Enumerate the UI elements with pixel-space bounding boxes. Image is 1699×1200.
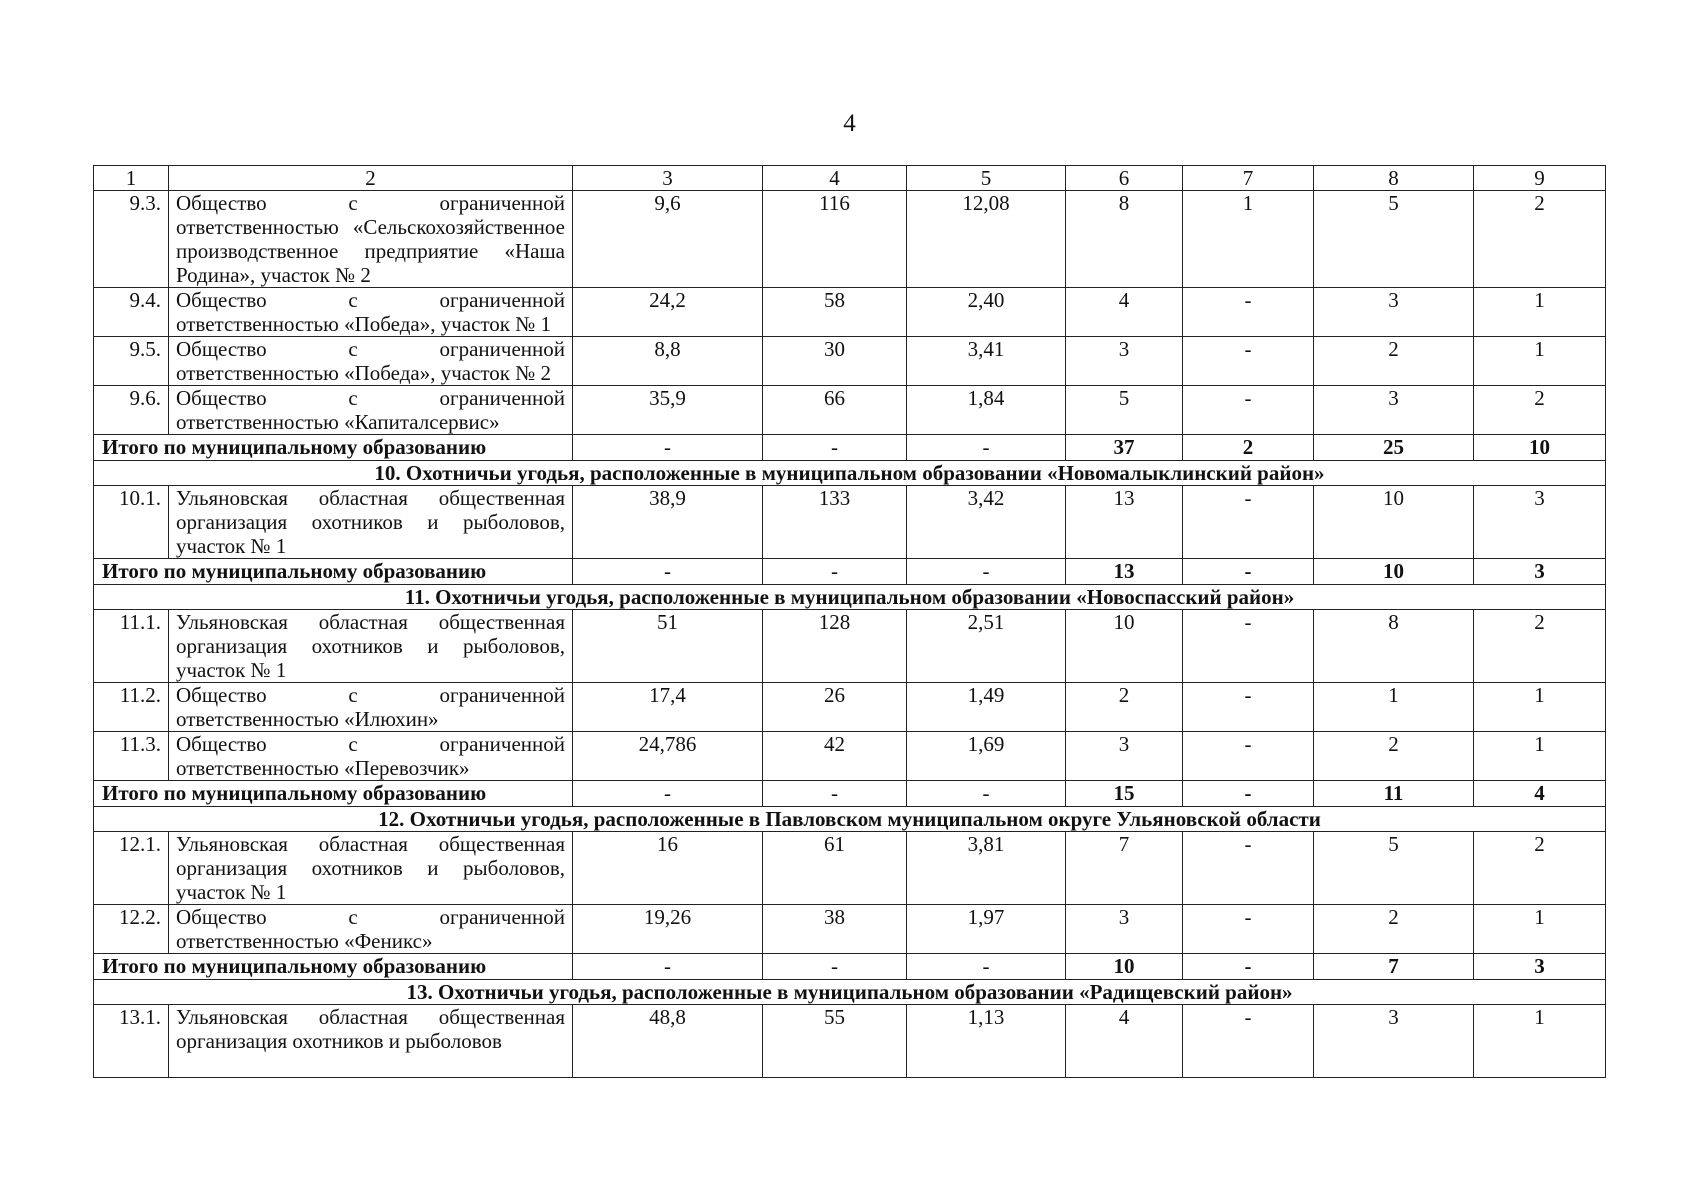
organization-name-cell: Общество с ограниченной ответственностью «Победа», участок № 1 — [169, 288, 573, 337]
column-number-cell: 6 — [1066, 166, 1183, 191]
value-cell-c5: 12,08 — [907, 191, 1066, 288]
column-number-cell: 1 — [94, 166, 169, 191]
value-cell-c8: 3 — [1314, 1005, 1474, 1078]
value-cell-c9: 1 — [1474, 683, 1606, 732]
value-cell-c6: 3 — [1066, 337, 1183, 386]
value-cell-c8: 5 — [1314, 191, 1474, 288]
value-cell-c5: 1,69 — [907, 732, 1066, 781]
value-cell-c8: 3 — [1314, 288, 1474, 337]
organization-name-cell: Общество с ограниченной ответственностью «Сельскохозяйственное производственное предприятие «Наша Родина», участок № 2 — [169, 191, 573, 288]
value-cell-c4: 58 — [763, 288, 907, 337]
organization-name-cell: Ульяновская областная общественная организация охотников и рыболовов, участок № 1 — [169, 486, 573, 559]
value-cell-c9: 2 — [1474, 386, 1606, 435]
organization-name-cell: Общество с ограниченной ответственностью «Победа», участок № 2 — [169, 337, 573, 386]
organization-name-cell: Общество с ограниченной ответственностью «Перевозчик» — [169, 732, 573, 781]
column-number-cell: 5 — [907, 166, 1066, 191]
value-cell-c6: 10 — [1066, 610, 1183, 683]
total-value-cell-c7: - — [1183, 559, 1314, 585]
value-cell-c9: 1 — [1474, 337, 1606, 386]
section-title-cell: 13. Охотничьи угодья, расположенные в муниципальном образовании «Радищевский район» — [94, 980, 1606, 1005]
value-cell-c6: 5 — [1066, 386, 1183, 435]
value-cell-c6: 8 — [1066, 191, 1183, 288]
value-cell-c9: 2 — [1474, 610, 1606, 683]
section-heading-row — [94, 980, 1606, 1005]
column-number-cell: 2 — [169, 166, 573, 191]
organization-name-cell: Общество с ограниченной ответственностью «Капиталсервис» — [169, 386, 573, 435]
total-value-cell-c6: 13 — [1066, 559, 1183, 585]
table-row — [94, 832, 1606, 905]
value-cell-c7: - — [1183, 610, 1314, 683]
value-cell-c5: 1,49 — [907, 683, 1066, 732]
section-title-cell: 11. Охотничьи угодья, расположенные в муниципальном образовании «Новоспасский район» — [94, 585, 1606, 610]
value-cell-c6: 4 — [1066, 1005, 1183, 1078]
row-number-cell: 9.4. — [94, 288, 169, 337]
value-cell-c7: - — [1183, 832, 1314, 905]
section-heading-row — [94, 807, 1606, 832]
total-label-cell: Итого по муниципальному образованию — [94, 559, 573, 585]
total-label-cell: Итого по муниципальному образованию — [94, 781, 573, 807]
value-cell-c7: 1 — [1183, 191, 1314, 288]
row-number-cell: 9.3. — [94, 191, 169, 288]
page-number: 4 — [843, 110, 856, 137]
value-cell-c8: 1 — [1314, 683, 1474, 732]
total-value-cell-c9: 3 — [1474, 954, 1606, 980]
total-value-cell-c6: 37 — [1066, 435, 1183, 461]
table-row — [94, 905, 1606, 954]
table-body — [94, 166, 1606, 1078]
organization-name-cell: Ульяновская областная общественная организация охотников и рыболовов, участок № 1 — [169, 610, 573, 683]
value-cell-c9: 2 — [1474, 832, 1606, 905]
value-cell-c3: 48,8 — [573, 1005, 763, 1078]
value-cell-c5: 1,84 — [907, 386, 1066, 435]
row-number-cell: 10.1. — [94, 486, 169, 559]
value-cell-c5: 1,13 — [907, 1005, 1066, 1078]
value-cell-c9: 1 — [1474, 288, 1606, 337]
table-row — [94, 486, 1606, 559]
total-value-cell-c7: - — [1183, 954, 1314, 980]
table-row — [94, 337, 1606, 386]
value-cell-c4: 38 — [763, 905, 907, 954]
total-value-cell-c4: - — [763, 435, 907, 461]
value-cell-c6: 3 — [1066, 732, 1183, 781]
value-cell-c8: 3 — [1314, 386, 1474, 435]
row-number-cell: 11.1. — [94, 610, 169, 683]
value-cell-c3: 24,2 — [573, 288, 763, 337]
total-value-cell-c3: - — [573, 559, 763, 585]
row-number-cell: 9.6. — [94, 386, 169, 435]
row-number-cell: 12.1. — [94, 832, 169, 905]
value-cell-c4: 66 — [763, 386, 907, 435]
total-value-cell-c9: 10 — [1474, 435, 1606, 461]
organization-name-cell: Общество с ограниченной ответственностью «Феникс» — [169, 905, 573, 954]
total-value-cell-c5: - — [907, 954, 1066, 980]
value-cell-c5: 2,51 — [907, 610, 1066, 683]
value-cell-c8: 8 — [1314, 610, 1474, 683]
value-cell-c4: 42 — [763, 732, 907, 781]
table-row — [94, 191, 1606, 288]
value-cell-c5: 3,81 — [907, 832, 1066, 905]
value-cell-c4: 116 — [763, 191, 907, 288]
value-cell-c6: 13 — [1066, 486, 1183, 559]
total-value-cell-c3: - — [573, 781, 763, 807]
value-cell-c3: 38,9 — [573, 486, 763, 559]
section-title-cell: 12. Охотничьи угодья, расположенные в Павловском муниципальном округе Ульяновской области — [94, 807, 1606, 832]
column-number-cell: 9 — [1474, 166, 1606, 191]
row-number-cell: 11.2. — [94, 683, 169, 732]
table-row — [94, 386, 1606, 435]
value-cell-c9: 2 — [1474, 191, 1606, 288]
total-row — [94, 559, 1606, 585]
value-cell-c5: 3,42 — [907, 486, 1066, 559]
value-cell-c4: 26 — [763, 683, 907, 732]
value-cell-c3: 19,26 — [573, 905, 763, 954]
value-cell-c4: 61 — [763, 832, 907, 905]
value-cell-c9: 1 — [1474, 732, 1606, 781]
value-cell-c4: 128 — [763, 610, 907, 683]
value-cell-c5: 1,97 — [907, 905, 1066, 954]
column-number-cell: 8 — [1314, 166, 1474, 191]
value-cell-c5: 3,41 — [907, 337, 1066, 386]
value-cell-c7: - — [1183, 905, 1314, 954]
value-cell-c7: - — [1183, 386, 1314, 435]
value-cell-c6: 4 — [1066, 288, 1183, 337]
total-row — [94, 781, 1606, 807]
section-heading-row — [94, 585, 1606, 610]
table-row — [94, 610, 1606, 683]
value-cell-c5: 2,40 — [907, 288, 1066, 337]
value-cell-c3: 17,4 — [573, 683, 763, 732]
value-cell-c7: - — [1183, 288, 1314, 337]
table-row — [94, 288, 1606, 337]
total-value-cell-c8: 7 — [1314, 954, 1474, 980]
row-number-cell: 11.3. — [94, 732, 169, 781]
value-cell-c7: - — [1183, 683, 1314, 732]
column-number-cell: 3 — [573, 166, 763, 191]
value-cell-c9: 1 — [1474, 905, 1606, 954]
row-number-cell: 12.2. — [94, 905, 169, 954]
value-cell-c3: 16 — [573, 832, 763, 905]
total-value-cell-c9: 4 — [1474, 781, 1606, 807]
total-value-cell-c8: 25 — [1314, 435, 1474, 461]
organization-name-cell: Ульяновская областная общественная организация охотников и рыболовов, участок № 1 — [169, 832, 573, 905]
total-value-cell-c7: - — [1183, 781, 1314, 807]
total-value-cell-c3: - — [573, 954, 763, 980]
section-title-cell: 10. Охотничьи угодья, расположенные в муниципальном образовании «Новомалыклинский район» — [94, 461, 1606, 486]
total-value-cell-c3: - — [573, 435, 763, 461]
value-cell-c7: - — [1183, 732, 1314, 781]
organization-name-cell: Общество с ограниченной ответственностью «Илюхин» — [169, 683, 573, 732]
row-number-cell: 9.5. — [94, 337, 169, 386]
table-row — [94, 732, 1606, 781]
column-number-cell: 7 — [1183, 166, 1314, 191]
total-value-cell-c4: - — [763, 559, 907, 585]
value-cell-c3: 51 — [573, 610, 763, 683]
value-cell-c4: 30 — [763, 337, 907, 386]
total-value-cell-c4: - — [763, 781, 907, 807]
value-cell-c4: 55 — [763, 1005, 907, 1078]
value-cell-c9: 3 — [1474, 486, 1606, 559]
value-cell-c3: 8,8 — [573, 337, 763, 386]
value-cell-c7: - — [1183, 1005, 1314, 1078]
total-row — [94, 954, 1606, 980]
value-cell-c6: 7 — [1066, 832, 1183, 905]
column-number-header-row — [94, 166, 1606, 191]
column-number-cell: 4 — [763, 166, 907, 191]
total-value-cell-c8: 10 — [1314, 559, 1474, 585]
value-cell-c4: 133 — [763, 486, 907, 559]
total-value-cell-c8: 11 — [1314, 781, 1474, 807]
hunting-grounds-table — [93, 165, 1606, 1078]
value-cell-c8: 2 — [1314, 732, 1474, 781]
value-cell-c7: - — [1183, 486, 1314, 559]
section-heading-row — [94, 461, 1606, 486]
value-cell-c7: - — [1183, 337, 1314, 386]
total-value-cell-c5: - — [907, 559, 1066, 585]
total-value-cell-c5: - — [907, 781, 1066, 807]
value-cell-c3: 24,786 — [573, 732, 763, 781]
organization-name-cell: Ульяновская областная общественная организация охотников и рыболовов — [169, 1005, 573, 1078]
value-cell-c9: 1 — [1474, 1005, 1606, 1078]
value-cell-c8: 2 — [1314, 337, 1474, 386]
value-cell-c3: 35,9 — [573, 386, 763, 435]
total-value-cell-c9: 3 — [1474, 559, 1606, 585]
total-label-cell: Итого по муниципальному образованию — [94, 954, 573, 980]
total-value-cell-c7: 2 — [1183, 435, 1314, 461]
table-row — [94, 1005, 1606, 1078]
total-row — [94, 435, 1606, 461]
total-value-cell-c6: 10 — [1066, 954, 1183, 980]
total-label-cell: Итого по муниципальному образованию — [94, 435, 573, 461]
total-value-cell-c5: - — [907, 435, 1066, 461]
row-number-cell: 13.1. — [94, 1005, 169, 1078]
value-cell-c6: 3 — [1066, 905, 1183, 954]
value-cell-c8: 10 — [1314, 486, 1474, 559]
value-cell-c8: 2 — [1314, 905, 1474, 954]
value-cell-c8: 5 — [1314, 832, 1474, 905]
total-value-cell-c4: - — [763, 954, 907, 980]
table-row — [94, 683, 1606, 732]
value-cell-c6: 2 — [1066, 683, 1183, 732]
total-value-cell-c6: 15 — [1066, 781, 1183, 807]
value-cell-c3: 9,6 — [573, 191, 763, 288]
